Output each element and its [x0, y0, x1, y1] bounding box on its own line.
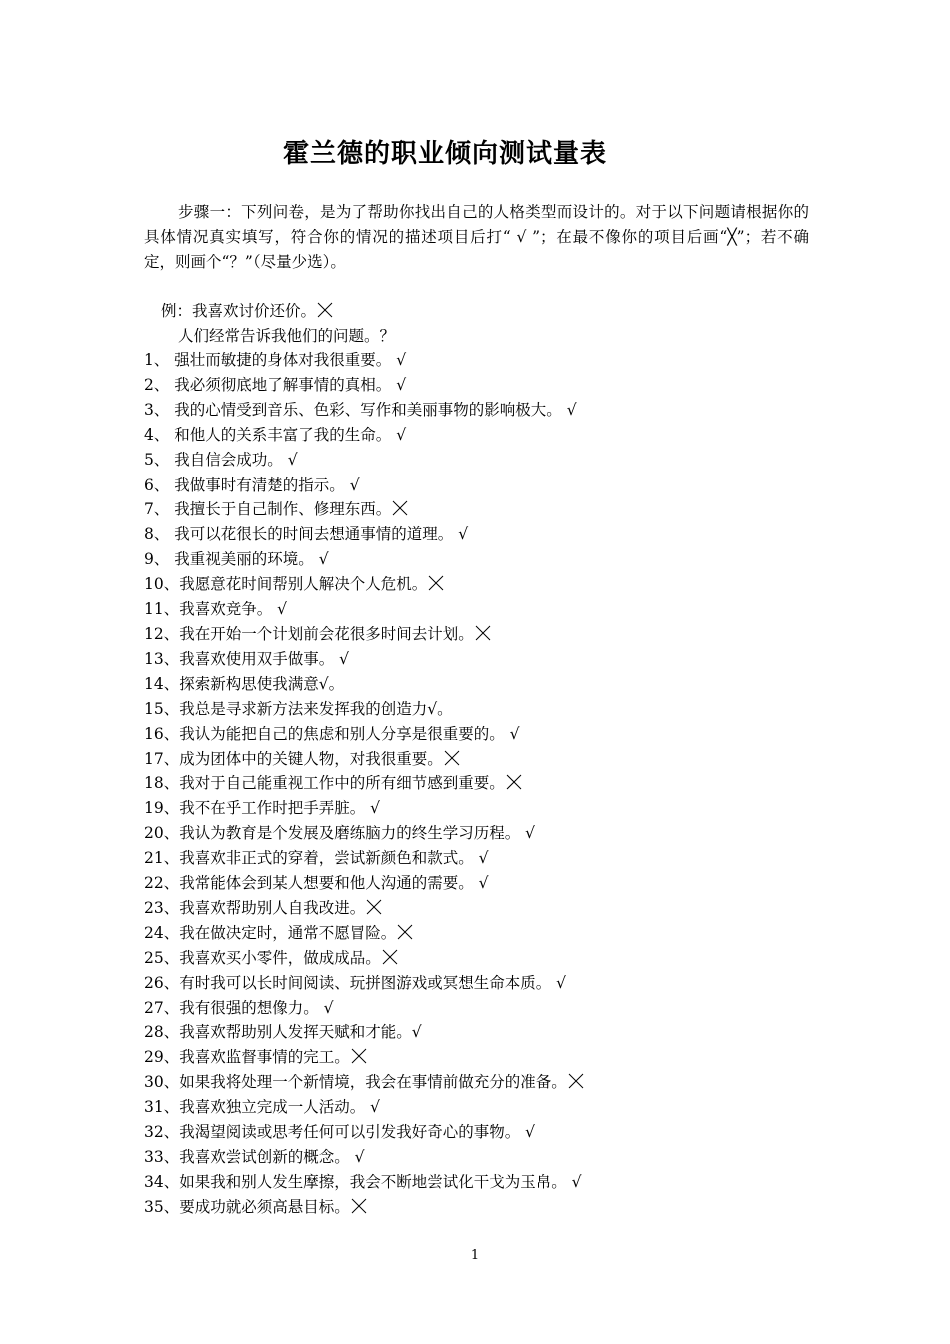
question-text: 我对于自己能重视工作中的所有细节感到重要。	[179, 774, 505, 793]
example-block	[144, 299, 395, 349]
question-number: 9、	[144, 550, 170, 569]
question-text: 我在开始一个计划前会花很多时间去计划。	[179, 624, 474, 643]
question-list	[144, 348, 584, 1220]
question-number: 6、	[144, 475, 170, 494]
cross-mark-icon	[392, 500, 408, 516]
page-title: 霍兰德的职业倾向测试量表	[282, 139, 607, 169]
question-number: 13、	[144, 649, 180, 668]
question-number: 18、	[144, 774, 180, 793]
question-text: 我必须彻底地了解事情的真相。 √	[169, 375, 407, 394]
question-number: 5、	[144, 450, 170, 469]
question-item	[144, 622, 584, 647]
cross-mark-icon	[351, 1048, 367, 1064]
question-item	[144, 1145, 584, 1170]
cross-mark-icon	[366, 899, 382, 915]
example-line-1	[144, 299, 395, 324]
question-item	[144, 871, 584, 896]
question-text: 我喜欢竞争。 √	[179, 600, 288, 619]
page-number: 1	[470, 1248, 480, 1263]
question-item	[144, 921, 584, 946]
example-line-2: 人们经常告诉我他们的问题。？	[178, 327, 396, 345]
question-item	[144, 1195, 584, 1220]
question-text: 我喜欢帮助别人自我改进。	[179, 898, 366, 917]
question-item	[144, 448, 584, 473]
question-number: 31、	[144, 1098, 180, 1117]
cross-mark-icon	[428, 575, 444, 591]
question-item	[144, 497, 584, 522]
question-number: 23、	[144, 898, 180, 917]
question-text: 我认为能把自己的焦虑和别人分享是很重要的。 √	[179, 724, 520, 743]
question-number: 12、	[144, 624, 180, 643]
question-text: 我渴望阅读或思考任何可以引发我好奇心的事物。 √	[179, 1123, 536, 1142]
question-item	[144, 522, 584, 547]
question-item	[144, 647, 584, 672]
question-text: 我愿意花时间帮别人解决个人危机。	[179, 575, 428, 594]
question-number: 4、	[144, 425, 170, 444]
question-text: 要成功就必须高悬目标。	[179, 1197, 350, 1216]
question-text: 和他人的关系丰富了我的生命。 √	[169, 425, 407, 444]
question-item	[144, 771, 584, 796]
question-text: 我喜欢独立完成一人活动。 √	[179, 1098, 381, 1117]
cross-mark-icon	[382, 949, 398, 965]
question-number: 28、	[144, 1023, 180, 1042]
cross-mark-icon	[568, 1073, 584, 1089]
question-item	[144, 373, 584, 398]
cross-mark-icon	[475, 625, 491, 641]
question-number: 35、	[144, 1197, 180, 1216]
question-text: 探索新构思使我满意√。	[179, 674, 345, 693]
question-item	[144, 1170, 584, 1195]
question-item	[144, 597, 584, 622]
question-number: 22、	[144, 874, 180, 893]
question-text: 我不在乎工作时把手弄脏。 √	[179, 799, 381, 818]
question-text: 成为团体中的关键人物，对我很重要。	[179, 749, 443, 768]
cross-mark-icon	[351, 1198, 367, 1214]
question-text: 我自信会成功。 √	[169, 450, 298, 469]
question-text: 我擅长于自己制作、修理东西。	[169, 500, 392, 519]
question-item	[144, 722, 584, 747]
question-number: 25、	[144, 948, 180, 967]
question-item	[144, 846, 584, 871]
cross-mark-icon	[317, 302, 333, 318]
question-item	[144, 348, 584, 373]
question-item	[144, 996, 584, 1021]
question-item	[144, 398, 584, 423]
question-number: 32、	[144, 1123, 180, 1142]
question-item	[144, 423, 584, 448]
question-item	[144, 747, 584, 772]
question-item	[144, 1095, 584, 1120]
question-text: 我喜欢尝试创新的概念。 √	[179, 1148, 365, 1166]
question-item	[144, 946, 584, 971]
question-number: 20、	[144, 824, 180, 843]
question-number: 15、	[144, 699, 180, 718]
question-item	[144, 547, 584, 572]
question-text: 我总是寻求新方法来发挥我的创造力√。	[179, 699, 453, 718]
question-number: 27、	[144, 998, 180, 1017]
question-number: 19、	[144, 799, 180, 818]
question-item	[144, 697, 584, 722]
question-number: 33、	[144, 1148, 180, 1166]
cross-mark-icon	[397, 924, 413, 940]
example-line-1-text: 例：我喜欢讨价还价。	[161, 302, 317, 320]
question-item	[144, 796, 584, 821]
question-item	[144, 473, 584, 498]
question-number: 21、	[144, 849, 180, 868]
question-text: 我的心情受到音乐、色彩、写作和美丽事物的影响极大。 √	[169, 400, 577, 419]
question-text: 我在做决定时，通常不愿冒险。	[179, 923, 397, 942]
question-number: 1、	[144, 351, 170, 369]
question-number: 11、	[144, 600, 180, 619]
question-text: 我喜欢监督事情的完工。	[179, 1048, 350, 1067]
question-item	[144, 1070, 584, 1095]
cross-mark-icon	[506, 774, 522, 790]
question-number: 29、	[144, 1048, 180, 1067]
question-text: 我喜欢帮助别人发挥天赋和才能。√	[179, 1023, 422, 1042]
question-item	[144, 821, 584, 846]
question-text: 我喜欢使用双手做事。 √	[179, 649, 350, 668]
question-text: 如果我和别人发生摩擦，我会不断地尝试化干戈为玉帛。 √	[179, 1172, 582, 1191]
question-number: 14、	[144, 674, 180, 693]
instructions-paragraph: 步骤一：下列问卷，是为了帮助你找出自己的人格类型而设计的。对于以下问题请根据你的具体情况真实填写，符合你的情况的描述项目后打“ √ ”；在最不像你的项目后画“╳”；若不确定，则画个“？”（尽量少选）。	[144, 203, 809, 271]
question-item	[144, 672, 584, 697]
question-number: 3、	[144, 400, 170, 419]
question-text: 如果我将处理一个新情境，我会在事情前做充分的准备。	[179, 1073, 567, 1092]
question-text: 我常能体会到某人想要和他人沟通的需要。 √	[179, 874, 489, 893]
question-number: 17、	[144, 749, 180, 768]
cross-mark-icon	[444, 750, 460, 766]
question-text: 强壮而敏捷的身体对我很重要。 √	[169, 351, 407, 369]
question-text: 我有很强的想像力。 √	[179, 998, 334, 1017]
question-number: 10、	[144, 575, 180, 594]
question-text: 我做事时有清楚的指示。 √	[169, 475, 360, 494]
question-item	[144, 1045, 584, 1070]
question-item	[144, 896, 584, 921]
question-number: 16、	[144, 724, 180, 743]
question-text: 我认为教育是个发展及磨练脑力的终生学习历程。 √	[179, 824, 536, 843]
question-text: 我喜欢买小零件，做成成品。	[179, 948, 381, 967]
question-number: 26、	[144, 973, 180, 992]
question-text: 我重视美丽的环境。 √	[169, 550, 329, 569]
question-item	[144, 971, 584, 996]
question-text: 有时我可以长时间阅读、玩拼图游戏或冥想生命本质。 √	[179, 973, 567, 992]
question-number: 8、	[144, 525, 170, 544]
question-number: 34、	[144, 1172, 180, 1191]
question-number: 30、	[144, 1073, 180, 1092]
question-item	[144, 1020, 584, 1045]
question-item	[144, 572, 584, 597]
question-item	[144, 1120, 584, 1145]
question-number: 7、	[144, 500, 170, 519]
question-text: 我喜欢非正式的穿着，尝试新颜色和款式。 √	[179, 849, 489, 868]
question-number: 24、	[144, 923, 180, 942]
question-text: 我可以花很长的时间去想通事情的道理。 √	[169, 525, 469, 544]
question-number: 2、	[144, 375, 170, 394]
